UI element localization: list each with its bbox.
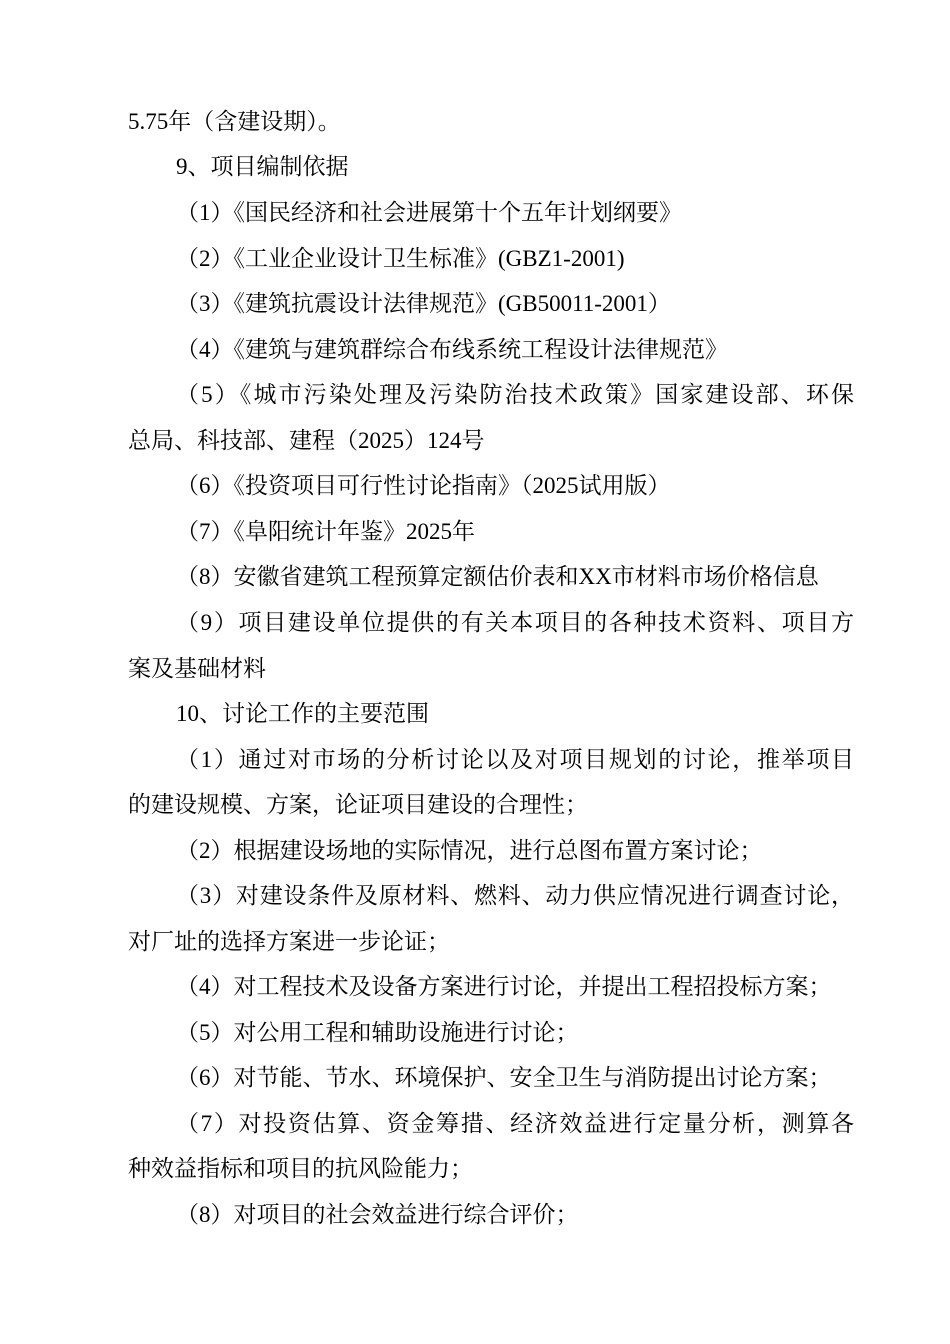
list-item-continuation: 案及基础材料 [128,656,266,681]
list-item: （5）对公用工程和辅助设施进行讨论； [176,1020,579,1045]
section-heading: 9、项目编制依据 [176,154,349,179]
list-item: （4）《建筑与建筑群综合布线系统工程设计法律规范》 [176,337,728,362]
list-item: （3）对建设条件及原材料、燃料、动力供应情况进行调查讨论， [176,883,854,908]
list-item: （1）通过对市场的分析讨论以及对项目规划的讨论，推举项目 [176,747,854,772]
list-item: （6）《投资项目可行性讨论指南》（2025试用版） [176,473,671,498]
list-item: （8）安徽省建筑工程预算定额估价表和XX市材料市场价格信息 [176,564,819,589]
list-item: （8）对项目的社会效益进行综合评价； [176,1202,579,1227]
list-item: （5）《城市污染处理及污染防治技术政策》国家建设部、环保 [176,382,854,407]
list-item: （2）《工业企业设计卫生标准》(GBZ1-2001) [176,246,625,271]
list-item: （7）《阜阳统计年鉴》2025年 [176,519,475,544]
list-item-continuation: 种效益指标和项目的抗风险能力； [128,1156,473,1181]
list-item: （1）《国民经济和社会进展第十个五年计划纲要》 [176,200,682,225]
paragraph-line: 5.75年（含建设期）。 [128,109,341,134]
list-item: （4）对工程技术及设备方案进行讨论，并提出工程招投标方案； [176,974,832,999]
section-heading: 10、讨论工作的主要范围 [176,701,429,726]
list-item-continuation: 总局、科技部、建程（2025）124号 [128,428,485,453]
list-item: （6）对节能、节水、环境保护、安全卫生与消防提出讨论方案； [176,1065,832,1090]
list-item: （7）对投资估算、资金筹措、经济效益进行定量分析，测算各 [176,1111,854,1136]
list-item: （2）根据建设场地的实际情况，进行总图布置方案讨论； [176,838,763,863]
list-item: （9）项目建设单位提供的有关本项目的各种技术资料、项目方 [176,610,854,635]
list-item: （3）《建筑抗震设计法律规范》(GB50011-2001） [176,291,671,316]
list-item-continuation: 的建设规模、方案，论证项目建设的合理性； [128,792,588,817]
list-item-continuation: 对厂址的选择方案进一步论证； [128,929,450,954]
